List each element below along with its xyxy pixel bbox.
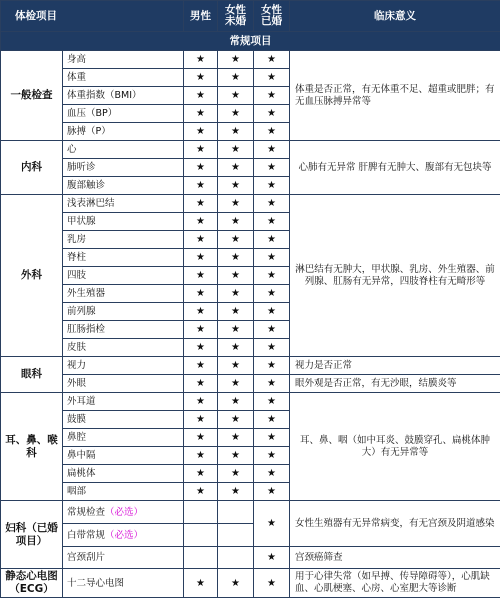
clinical-meaning: 女性生殖器有无异常病变，有无宫颈及阴道感染 [290, 501, 500, 547]
clinical-meaning: 视力是否正常 [290, 357, 500, 375]
female-unmarried-star: ★ [218, 411, 254, 429]
female-married-star: ★ [254, 501, 290, 547]
female-married-star: ★ [254, 465, 290, 483]
item-name: 腹部触诊 [63, 177, 184, 195]
category-cell: 静态心电图（ECG） [1, 569, 63, 598]
male-star: ★ [184, 465, 218, 483]
item-name: 血压（BP） [63, 105, 184, 123]
table-row [1, 357, 500, 375]
male-star: ★ [184, 123, 218, 141]
item-name: 外生殖器 [63, 285, 184, 303]
male-star: ★ [184, 141, 218, 159]
male-star: ★ [184, 411, 218, 429]
female-married-star: ★ [254, 249, 290, 267]
item-name: 浅表淋巴结 [63, 195, 184, 213]
item-name: 体重指数（BMI） [63, 87, 184, 105]
female-married-star: ★ [254, 213, 290, 231]
female-unmarried-star: ★ [218, 141, 254, 159]
female-unmarried-star: ★ [218, 465, 254, 483]
male-star: ★ [184, 447, 218, 465]
male-star: ★ [184, 87, 218, 105]
header-item: 体检项目 [1, 1, 184, 32]
female-married-star: ★ [254, 177, 290, 195]
female-married-star: ★ [254, 429, 290, 447]
item-name: 宫颈刮片 [63, 547, 184, 569]
item-name: 心 [63, 141, 184, 159]
female-unmarried-star: ★ [218, 393, 254, 411]
female-unmarried-star: ★ [218, 69, 254, 87]
table-row [1, 141, 500, 159]
item-name: 四肢 [63, 267, 184, 285]
male-empty [184, 524, 218, 547]
header-female-unmarried: 女性 未婚 [218, 1, 254, 32]
table-row [1, 501, 500, 524]
female-unmarried-star: ★ [218, 303, 254, 321]
male-star: ★ [184, 267, 218, 285]
category-cell: 耳、鼻、喉科 [1, 393, 63, 501]
female-unmarried-star: ★ [218, 231, 254, 249]
item-name: 肺听诊 [63, 159, 184, 177]
female-unmarried-star: ★ [218, 483, 254, 501]
item-name: 脊柱 [63, 249, 184, 267]
item-name: 咽部 [63, 483, 184, 501]
category-cell: 外科 [1, 195, 63, 357]
male-star: ★ [184, 159, 218, 177]
clinical-meaning: 用于心律失常（如早搏、传导障碍等），心肌缺血、心肌梗塞、心房、心室肥大等诊断 [290, 569, 500, 598]
category-cell: 一般检查 [1, 51, 63, 141]
required-tag: （必选） [105, 507, 143, 518]
female-married-star: ★ [254, 141, 290, 159]
female-unmarried-star: ★ [218, 447, 254, 465]
item-name: 身高 [63, 51, 184, 69]
male-star: ★ [184, 303, 218, 321]
header-female-married: 女性 已婚 [254, 1, 290, 32]
male-star: ★ [184, 231, 218, 249]
clinical-meaning: 体重是否正常，有无体重不足、超重或肥胖；有无血压脉搏异常等 [290, 51, 500, 141]
female-unmarried-star: ★ [218, 195, 254, 213]
item-label: 白带常规 [67, 530, 105, 541]
male-star: ★ [184, 393, 218, 411]
clinical-meaning: 心肺有无异常 肝脾有无肿大、腹部有无包块等 [290, 141, 500, 195]
required-tag: （必选） [105, 530, 143, 541]
female-unmarried-star: ★ [218, 105, 254, 123]
male-empty [184, 547, 218, 569]
item-label: 常规检查 [67, 507, 105, 518]
female-married-star: ★ [254, 195, 290, 213]
female-unmarried-star: ★ [218, 375, 254, 393]
female-unmarried-star: ★ [218, 87, 254, 105]
female-married-star: ★ [254, 123, 290, 141]
item-name: 前列腺 [63, 303, 184, 321]
clinical-meaning: 眼外观是否正常，有无沙眼，结膜炎等 [290, 375, 500, 393]
category-cell: 妇科（已婚项目） [1, 501, 63, 569]
female-married-star: ★ [254, 339, 290, 357]
item-name: 乳房 [63, 231, 184, 249]
table-row [1, 51, 500, 69]
item-name: 外眼 [63, 375, 184, 393]
female-married-star: ★ [254, 231, 290, 249]
female-unmarried-star: ★ [218, 249, 254, 267]
female-married-star: ★ [254, 547, 290, 569]
female-unmarried-empty [218, 547, 254, 569]
clinical-meaning: 宫颈癌筛查 [290, 547, 500, 569]
item-name: 鼓膜 [63, 411, 184, 429]
table-row [1, 393, 500, 411]
female-married-star: ★ [254, 51, 290, 69]
female-married-star: ★ [254, 375, 290, 393]
female-married-star: ★ [254, 321, 290, 339]
female-unmarried-star: ★ [218, 123, 254, 141]
female-unmarried-star: ★ [218, 177, 254, 195]
clinical-meaning: 淋巴结有无肿大，甲状腺、乳房、外生殖器、前列腺、肛肠有无异常，四肢脊柱有无畸形等 [290, 195, 500, 357]
male-star: ★ [184, 213, 218, 231]
female-unmarried-star: ★ [218, 267, 254, 285]
female-unmarried-star: ★ [218, 321, 254, 339]
table-row [1, 569, 500, 598]
female-married-star: ★ [254, 357, 290, 375]
female-unmarried-empty [218, 524, 254, 547]
table-row [1, 195, 500, 213]
male-star: ★ [184, 105, 218, 123]
male-star: ★ [184, 569, 218, 598]
male-star: ★ [184, 429, 218, 447]
female-married-star: ★ [254, 69, 290, 87]
female-unmarried-star: ★ [218, 213, 254, 231]
item-name: 体重 [63, 69, 184, 87]
female-married-star: ★ [254, 447, 290, 465]
male-star: ★ [184, 195, 218, 213]
female-unmarried-star: ★ [218, 51, 254, 69]
male-star: ★ [184, 357, 218, 375]
male-star: ★ [184, 375, 218, 393]
item-name [63, 524, 184, 547]
female-married-star: ★ [254, 105, 290, 123]
male-star: ★ [184, 249, 218, 267]
male-star: ★ [184, 483, 218, 501]
male-star: ★ [184, 177, 218, 195]
section-band: 常规项目 [1, 32, 500, 51]
item-name: 皮肤 [63, 339, 184, 357]
female-married-star: ★ [254, 267, 290, 285]
female-married-star: ★ [254, 303, 290, 321]
female-unmarried-star: ★ [218, 159, 254, 177]
male-star: ★ [184, 321, 218, 339]
female-married-star: ★ [254, 87, 290, 105]
male-star: ★ [184, 285, 218, 303]
item-name: 鼻中隔 [63, 447, 184, 465]
male-star: ★ [184, 51, 218, 69]
table-row [1, 375, 500, 393]
female-unmarried-empty [218, 501, 254, 524]
female-married-star: ★ [254, 569, 290, 598]
item-name: 十二导心电图 [63, 569, 184, 598]
item-name: 肛肠指检 [63, 321, 184, 339]
female-married-star: ★ [254, 411, 290, 429]
header-male: 男性 [184, 1, 218, 32]
item-name: 扁桃体 [63, 465, 184, 483]
female-unmarried-star: ★ [218, 429, 254, 447]
male-star: ★ [184, 69, 218, 87]
female-unmarried-star: ★ [218, 569, 254, 598]
table-row [1, 547, 500, 569]
male-empty [184, 501, 218, 524]
female-unmarried-star: ★ [218, 285, 254, 303]
female-married-star: ★ [254, 483, 290, 501]
item-name: 鼻腔 [63, 429, 184, 447]
male-star: ★ [184, 339, 218, 357]
female-married-star: ★ [254, 393, 290, 411]
item-name: 外耳道 [63, 393, 184, 411]
clinical-meaning: 耳、鼻、咽（如中耳炎、鼓膜穿孔、扁桃体肿大）有无异常等 [290, 393, 500, 501]
header-meaning: 临床意义 [290, 1, 500, 32]
female-married-star: ★ [254, 285, 290, 303]
female-unmarried-star: ★ [218, 357, 254, 375]
item-name: 甲状腺 [63, 213, 184, 231]
female-unmarried-star: ★ [218, 339, 254, 357]
item-name [63, 501, 184, 524]
female-married-star: ★ [254, 159, 290, 177]
item-name: 视力 [63, 357, 184, 375]
item-name: 脉搏（P） [63, 123, 184, 141]
category-cell: 内科 [1, 141, 63, 195]
category-cell: 眼科 [1, 357, 63, 393]
